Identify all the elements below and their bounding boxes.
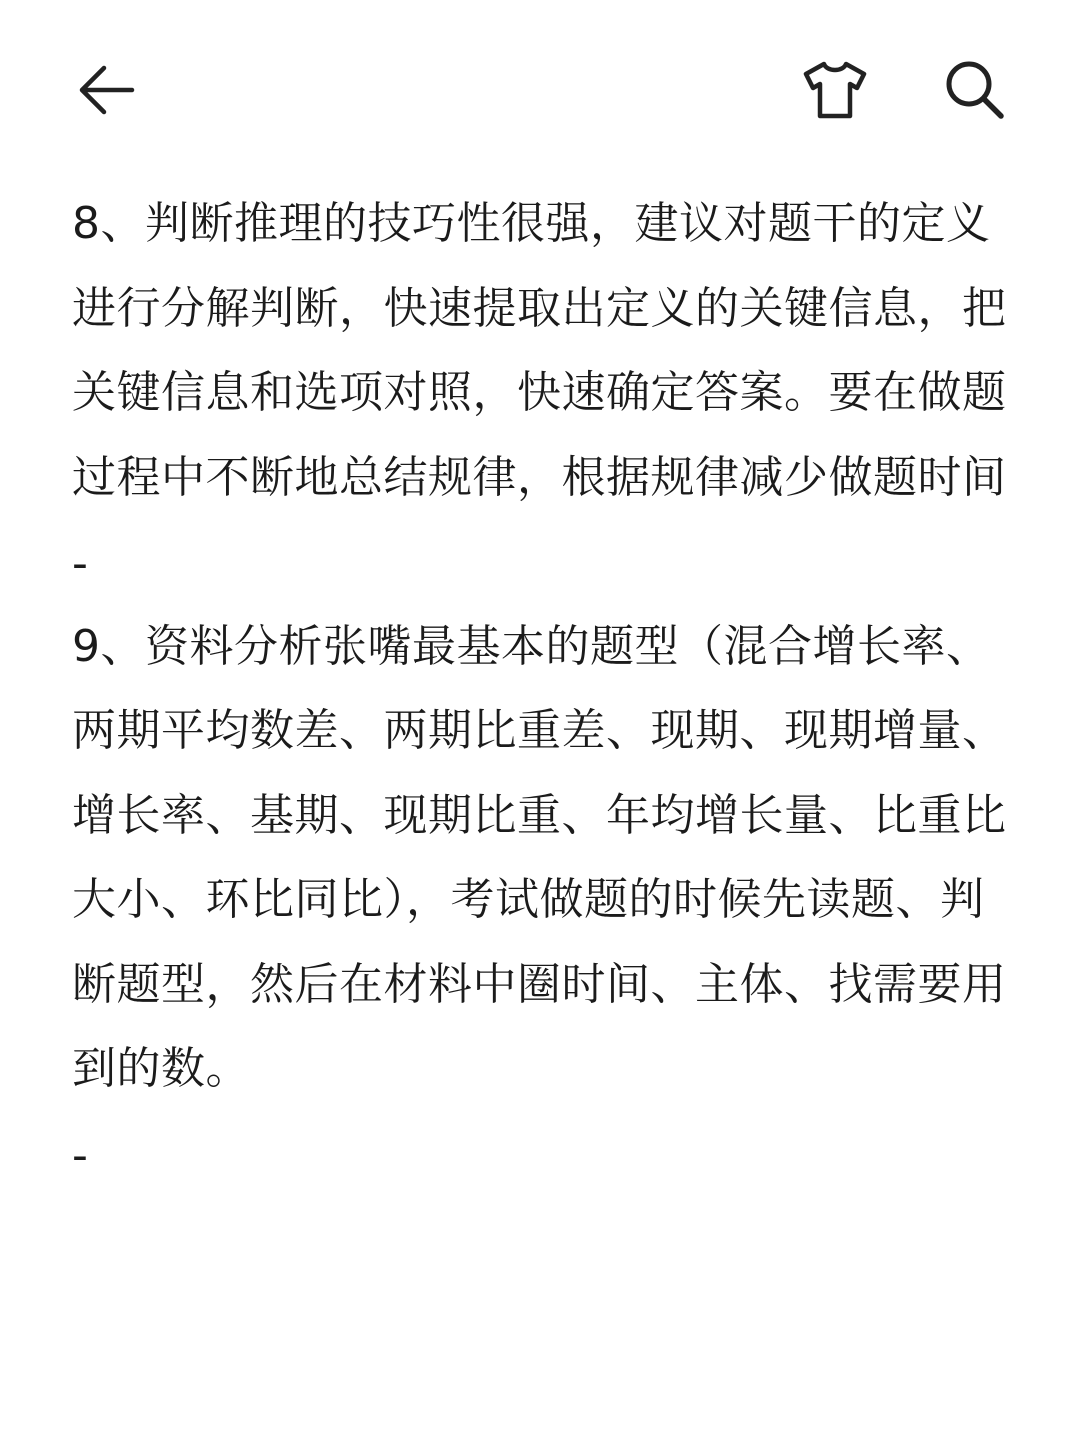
- tip-paragraph-8: 8、判断推理的技巧性很强，建议对题干的定义进行分解判断，快速提取出定义的关键信息，把关键信息和选项对照，快速确定答案。要在做题过程中不断地总结规律，根据规律减少做题时间: [72, 198, 1007, 503]
- search-button[interactable]: [930, 50, 1020, 130]
- wardrobe-button[interactable]: [790, 50, 880, 130]
- search-icon: [939, 54, 1011, 126]
- tshirt-icon: [800, 58, 870, 122]
- arrow-left-icon: [74, 58, 138, 122]
- article-body: [72, 182, 1022, 1196]
- back-button[interactable]: [66, 50, 146, 130]
- tip-paragraph-9: 9、资料分析张嘴最基本的题型（混合增长率、两期平均数差、两期比重差、现期、现期增量、增长率、基期、现期比重、年均增长量、比重比大小、环比同比），考试做题的时候先读题、判断题型，然后在材料中圈时间、主体、找需要用到的数。: [72, 620, 1007, 1094]
- top-navigation-bar: [0, 0, 1080, 180]
- separator: -: [72, 538, 88, 589]
- separator: -: [72, 1129, 88, 1181]
